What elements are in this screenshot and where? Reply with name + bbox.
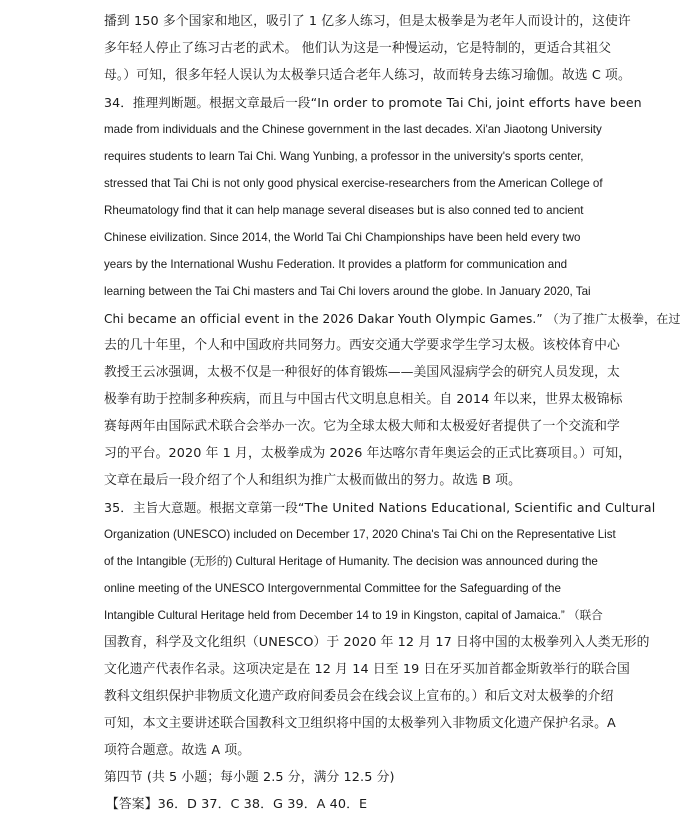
text-line-8: Rheumatology find that it can help manage several diseases but is also conned ted to ancient — [104, 204, 584, 217]
text-line-27: 可知，本文主要讲述联合国教科文卫组织将中国的太极拳列入非物质文化遗产保护名录。A — [104, 716, 616, 731]
text-line-21: of the Intangible (无形的) Cultural Heritage of Humanity. The decision was announced during the — [104, 555, 598, 568]
text-line-22: online meeting of the UNESCO Intergovernmental Committee for the Safeguarding of the — [104, 582, 561, 595]
question-34-heading: 34．推理判断题。根据文章最后一段“In order to promote Tai Chi, joint efforts have been — [104, 95, 642, 110]
text-line-15: 极拳有助于控制多种疾病，而且与中国古代文明息息相关。自 2014 年以来，世界太极锦标 — [104, 392, 623, 407]
text-line-18: 文章在最后一段介绍了个人和组织为推广太极而做出的努力。故选 B 项。 — [104, 473, 522, 488]
text-line-10: years by the International Wushu Federation. It provides a platform for communication and — [104, 258, 568, 271]
text-line-25: 文化遗产代表作名录。这项决定是在 12 月 14 日至 19 日在牙买加首都金斯敦举行的联合国 — [104, 662, 630, 677]
text-line-1: 播到 150 多个国家和地区，吸引了 1 亿多人练习，但是太极拳是为老年人而设计的，这使许 — [104, 14, 631, 29]
text-line-7: stressed that Tai Chi is not only good physical exercise-researchers from the American College of — [104, 177, 603, 190]
text-line-6: requires students to learn Tai Chi. Wang Yunbing, a professor in the university's sports center, — [104, 150, 584, 163]
text-line-9: Chinese eivilization. Since 2014, the World Tai Chi Championships have been held every two — [104, 231, 581, 244]
text-line-16: 赛每两年由国际武术联合会举办一次。它为全球太极大师和太极爱好者提供了一个交流和学 — [104, 419, 620, 434]
text-line-26: 教科文组织保护非物质文化遗产政府间委员会在线会议上宣布的。）和后文对太极拳的介绍 — [104, 689, 614, 704]
question-35-heading: 35．主旨大意题。根据文章第一段“The United Nations Educational, Scientific and Cultural — [104, 500, 656, 515]
text-line-28: 项符合题意。故选 A 项。 — [104, 743, 251, 758]
text-line-14: 教授王云冰强调，太极不仅是一种很好的体育锻炼——美国风湿病学会的研究人员发现，太 — [104, 365, 620, 380]
text-line-11: learning between the Tai Chi masters and Tai Chi lovers around the globe. In January 2020, Tai — [104, 285, 591, 298]
text-line-3: 母。）可知，很多年轻人误认为太极拳只适合老年人练习，故而转身去练习瑜伽。故选 C 项。 — [104, 68, 631, 83]
text-line-20: Organization (UNESCO) included on December 17, 2020 China's Tai Chi on the Representative List — [104, 528, 616, 541]
text-line-13: 去的几十年里，个人和中国政府共同努力。西安交通大学要求学生学习太极。该校体育中心 — [104, 338, 620, 353]
text-line-5: made from individuals and the Chinese government in the last decades. Xi'an Jiaotong University — [104, 123, 602, 136]
text-line-12: Chi became an official event in the 2026 Dakar Youth Olympic Games.” （为了推广太极拳，在过 — [104, 312, 681, 326]
text-line-23: Intangible Cultural Heritage held from December 14 to 19 in Kingston, capital of Jamaica.” （联合 — [104, 609, 603, 622]
text-line-2: 多年轻人停止了练习古老的武术。 他们认为这是一种慢运动，它是特制的，更适合其祖父 — [104, 41, 612, 56]
answer-key-line: 【答案】36．D 37．C 38．G 39．A 40．E — [106, 797, 368, 812]
text-line-17: 习的平台。2020 年 1 月，太极拳成为 2026 年达喀尔青年奥运会的正式比赛项目。）可知， — [104, 446, 632, 461]
text-line-24: 国教育，科学及文化组织（UNESCO）于 2020 年 12 月 17 日将中国的太极拳列入人类无形的 — [104, 635, 650, 650]
section-four-heading: 第四节 (共 5 小题；每小题 2.5 分，满分 12.5 分) — [104, 770, 395, 785]
